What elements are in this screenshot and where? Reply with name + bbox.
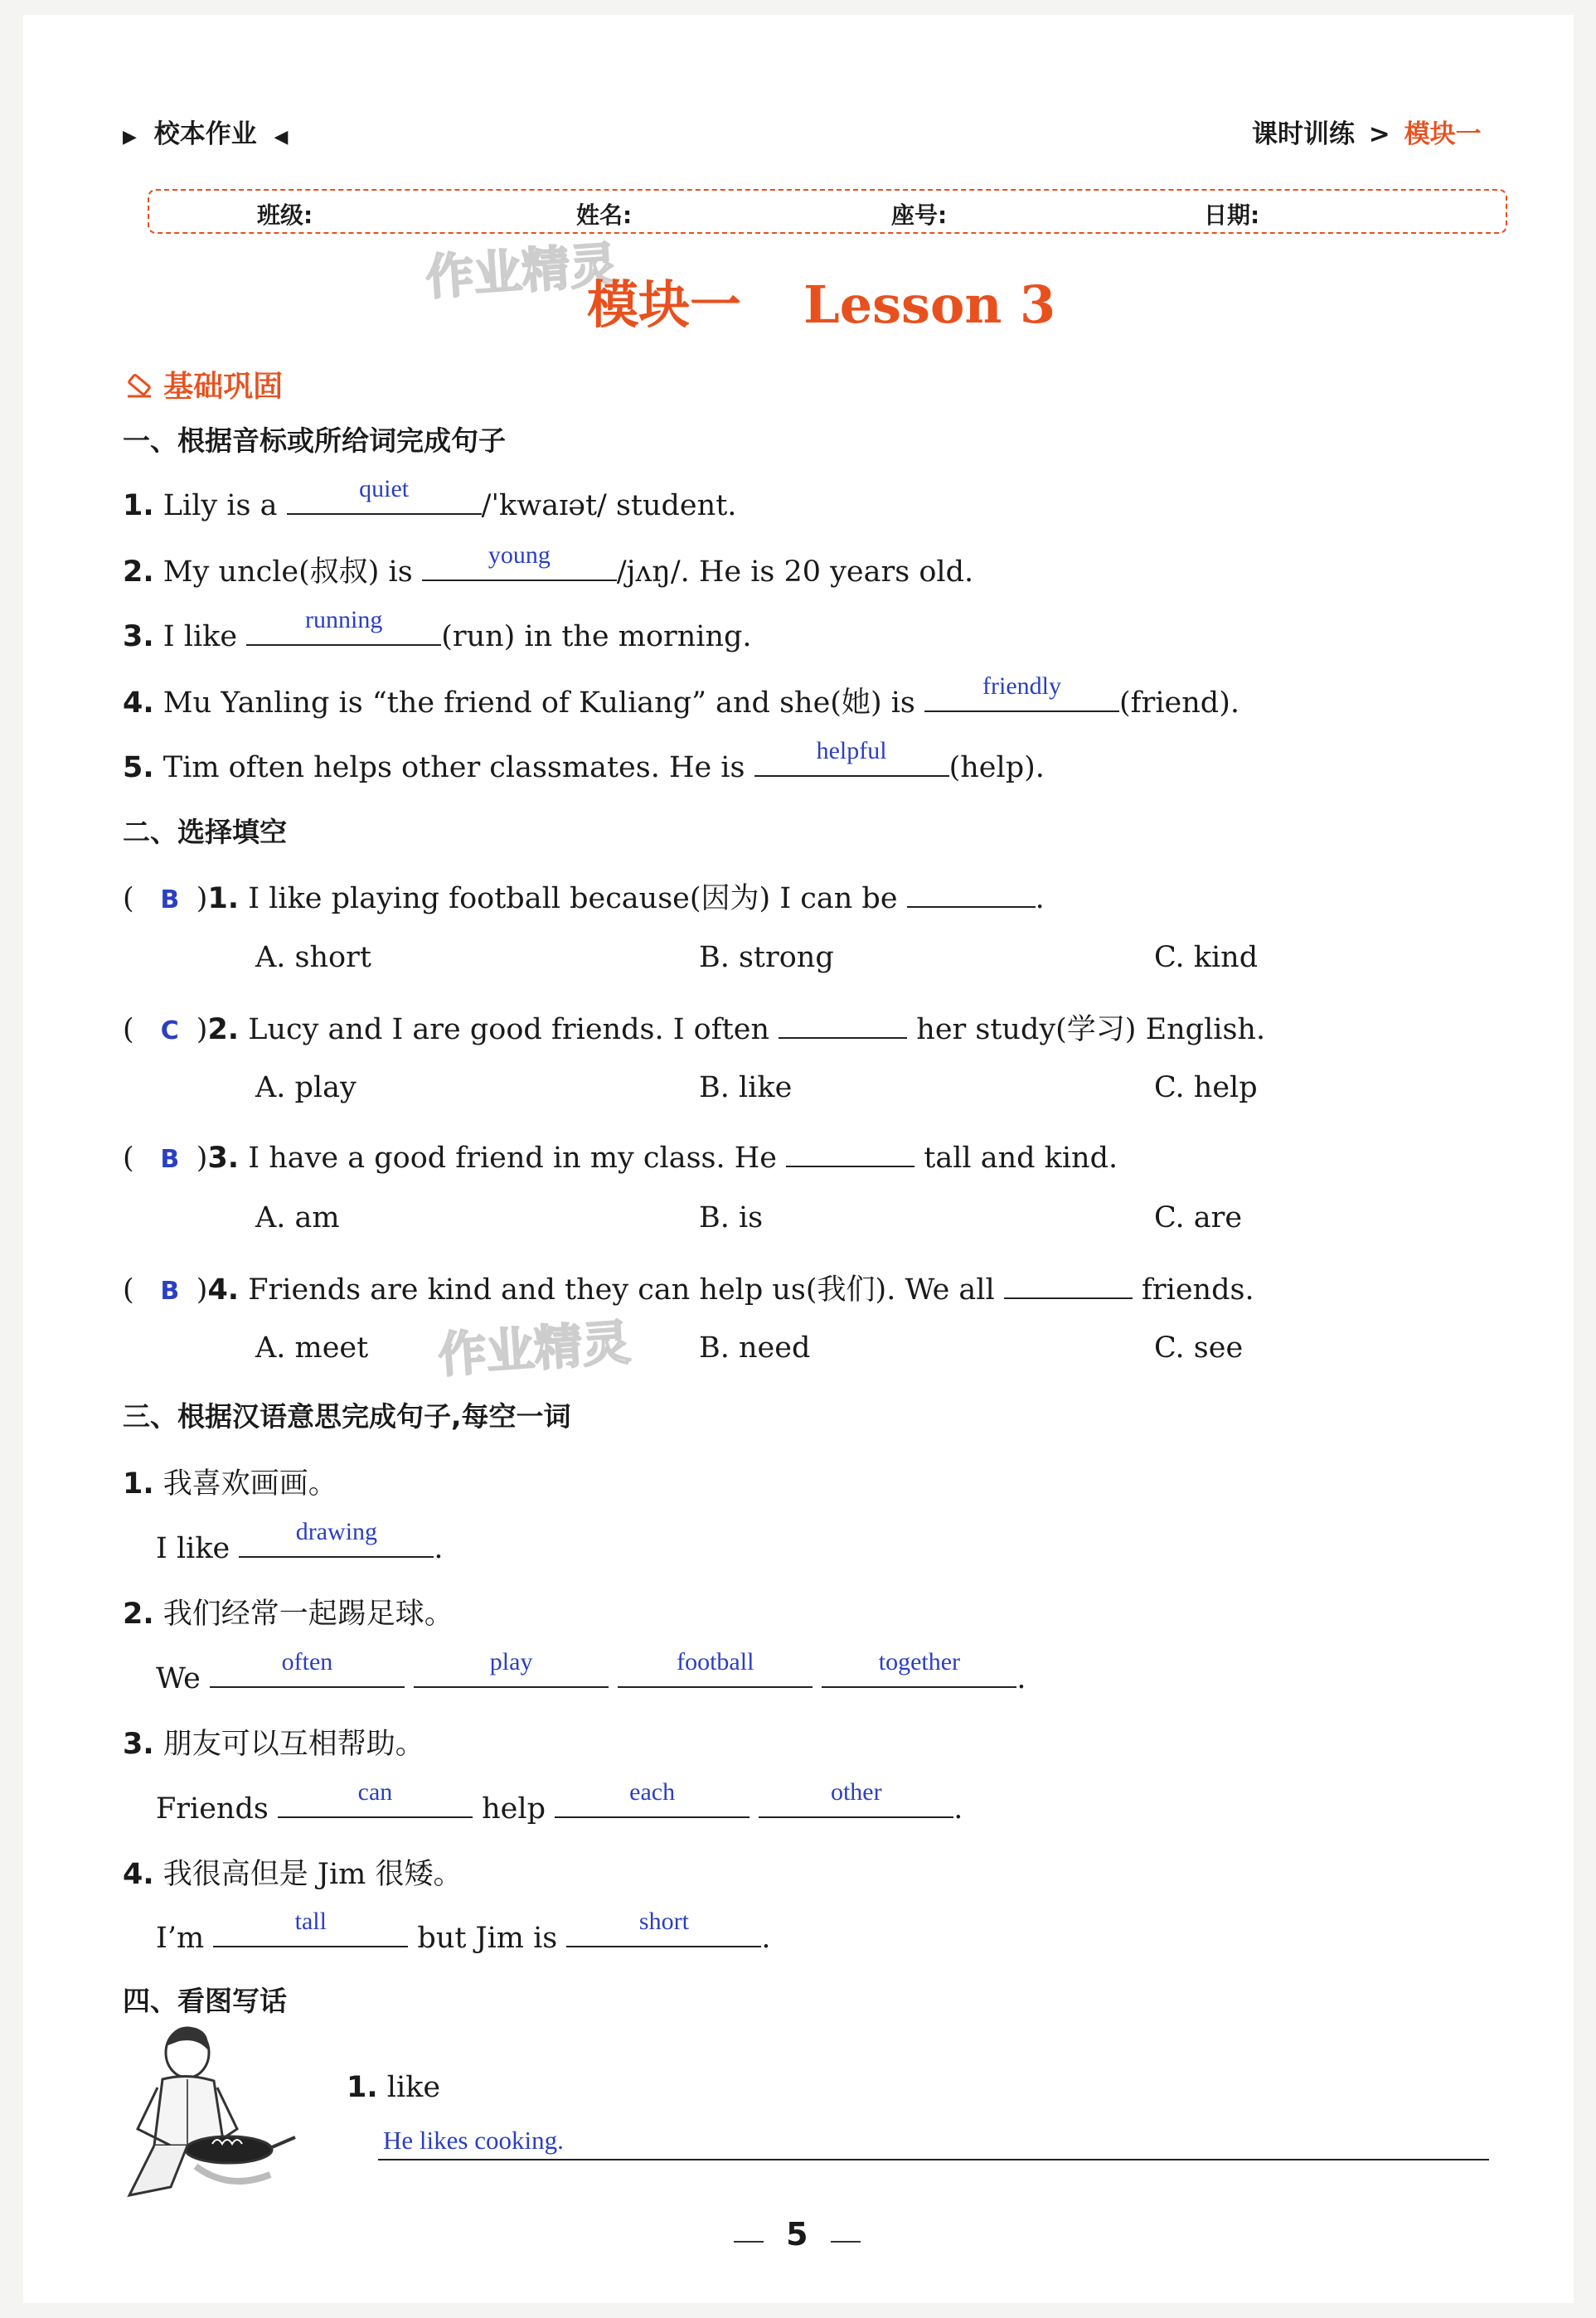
- question-text: I like playing football because(因为) I can be: [248, 882, 898, 915]
- answer-text: He likes cooking.: [383, 2126, 564, 2155]
- question-text: .: [1035, 882, 1045, 915]
- answer-blank[interactable]: [566, 1908, 761, 1947]
- question-text: Lily is a: [163, 489, 278, 522]
- basics-heading: [124, 363, 283, 405]
- s2-question-2: [123, 1006, 1265, 1048]
- answer-blank[interactable]: [822, 1648, 1016, 1688]
- question-text: (friend).: [1119, 686, 1239, 720]
- answer-text: helpful: [816, 737, 887, 764]
- answer-blank[interactable]: [907, 876, 1036, 908]
- paren-close: ): [196, 1013, 208, 1046]
- choice-answer[interactable]: B: [160, 885, 180, 914]
- page-footer: [734, 2216, 861, 2253]
- sentence-end: .: [434, 1532, 444, 1565]
- answer-text: other: [830, 1778, 882, 1806]
- answer-text: football: [677, 1648, 754, 1675]
- s4-answer-line[interactable]: [378, 2121, 1489, 2160]
- sentence-end: .: [953, 1792, 963, 1826]
- class-label: 班级:: [257, 201, 313, 229]
- s3-question-1-prompt: [123, 1461, 337, 1502]
- answer-blank[interactable]: [210, 1648, 405, 1688]
- worksheet-page: [23, 15, 1574, 2303]
- s1-question-1: [123, 475, 737, 522]
- question-number: 2.: [123, 1598, 154, 1631]
- s3-question-2-prompt: [123, 1591, 454, 1632]
- s3-question-3-prompt: [123, 1721, 424, 1763]
- answer-text: can: [357, 1778, 393, 1806]
- question-number: 3.: [207, 1142, 240, 1175]
- header-arrow: >: [1368, 119, 1390, 149]
- answer-blank[interactable]: [246, 606, 441, 646]
- prompt-word: like: [386, 2071, 441, 2104]
- left-triangle-icon: ◀: [274, 127, 289, 148]
- header-right: [1252, 113, 1482, 150]
- question-number: 4.: [207, 1273, 240, 1307]
- s3-question-1-answer: [156, 1518, 444, 1565]
- answer-text: young: [488, 541, 551, 569]
- answer-blank[interactable]: [1004, 1268, 1133, 1299]
- option-a[interactable]: A. am: [255, 1201, 340, 1234]
- header-left: [123, 113, 288, 150]
- question-number: 1.: [207, 882, 240, 915]
- answer-blank[interactable]: [239, 1518, 434, 1558]
- answer-blank[interactable]: [278, 1778, 473, 1818]
- paren-close: ): [196, 882, 208, 915]
- s1-question-5: [123, 737, 1045, 784]
- chinese-prompt: 我很高但是 Jim 很矮。: [163, 1858, 463, 1891]
- header-right-label: 课时训练: [1252, 119, 1355, 149]
- answer-blank[interactable]: [754, 737, 949, 777]
- boy-cooking-illustration: [121, 2021, 312, 2212]
- question-text: tall and kind.: [924, 1142, 1118, 1175]
- footer-dash: [831, 2241, 861, 2243]
- option-b[interactable]: B. need: [699, 1331, 811, 1365]
- s2-question-3: [123, 1136, 1118, 1175]
- s1-question-2: [123, 541, 974, 590]
- title-lesson: Lesson 3: [803, 274, 1056, 335]
- s1-question-4: [123, 672, 1239, 721]
- s1-question-3: [123, 606, 752, 653]
- answer-text: friendly: [982, 672, 1061, 700]
- sentence-end: .: [761, 1922, 771, 1955]
- choice-answer[interactable]: B: [160, 1145, 180, 1174]
- question-number: 3.: [123, 1728, 154, 1761]
- header-module: 模块一: [1404, 119, 1482, 149]
- answer-blank[interactable]: [555, 1778, 749, 1818]
- option-a[interactable]: A. meet: [255, 1331, 369, 1365]
- pencil-icon: [124, 370, 154, 400]
- s3-question-4-answer: [156, 1908, 771, 1955]
- s3-question-3-answer: [156, 1778, 963, 1826]
- watermark: 作业精灵: [424, 235, 620, 306]
- answer-text: quiet: [359, 475, 410, 502]
- section3-title: 三、根据汉语意思完成句子,每空一词: [123, 1400, 571, 1433]
- answer-blank[interactable]: [779, 1007, 907, 1039]
- question-text: (help).: [948, 751, 1045, 784]
- question-text: Friends are kind and they can help us(我们). We all: [248, 1273, 995, 1307]
- paren-open: (: [123, 1273, 134, 1307]
- sentence-text: We: [156, 1662, 201, 1695]
- sentence-text: help: [482, 1792, 546, 1826]
- answer-text: together: [878, 1648, 961, 1675]
- question-text: Tim often helps other classmates. He is: [163, 751, 745, 784]
- option-c[interactable]: C. see: [1154, 1331, 1244, 1365]
- answer-blank[interactable]: [414, 1648, 609, 1688]
- seat-label: 座号:: [891, 201, 948, 229]
- question-text: friends.: [1141, 1273, 1254, 1307]
- question-text: I have a good friend in my class. He: [248, 1142, 777, 1175]
- option-c[interactable]: C. kind: [1154, 941, 1259, 974]
- paren-close: ): [196, 1273, 208, 1307]
- s4-question-1: [347, 2071, 440, 2104]
- question-text: her study(学习) English.: [916, 1013, 1266, 1046]
- s2-question-4: [123, 1267, 1254, 1308]
- basics-title: 基础巩固: [163, 370, 284, 404]
- question-text: My uncle(叔叔) is: [163, 555, 413, 589]
- question-number: 1.: [123, 1467, 154, 1501]
- question-text: Mu Yanling is “the friend of Kuliang” and she(她) is: [163, 686, 915, 720]
- answer-blank[interactable]: [287, 475, 482, 515]
- option-a[interactable]: A. play: [255, 1071, 357, 1104]
- section2-title: 二、选择填空: [123, 816, 287, 848]
- title-module: 模块一: [587, 274, 742, 335]
- question-number: 1.: [347, 2071, 378, 2104]
- question-number: 3.: [123, 620, 154, 653]
- answer-text: running: [305, 606, 383, 633]
- answer-text: each: [629, 1778, 676, 1806]
- s3-question-4-prompt: [123, 1851, 462, 1893]
- chinese-prompt: 朋友可以互相帮助。: [163, 1728, 424, 1761]
- answer-blank[interactable]: [618, 1648, 813, 1688]
- sentence-text: I’m: [156, 1922, 205, 1955]
- option-c[interactable]: C. are: [1154, 1201, 1243, 1234]
- sentence-text: Friends: [156, 1792, 269, 1826]
- paren-open: (: [123, 1013, 134, 1046]
- question-number: 2.: [123, 555, 154, 589]
- question-number: 5.: [123, 751, 154, 784]
- choice-answer[interactable]: C: [160, 1016, 179, 1045]
- footer-dash: [734, 2241, 764, 2243]
- question-text: /ˈkwaɪət/ student.: [481, 489, 737, 522]
- paren-close: ): [196, 1142, 208, 1175]
- answer-text: drawing: [295, 1518, 378, 1545]
- question-text: Lucy and I are good friends. I often: [248, 1013, 769, 1046]
- question-number: 1.: [123, 489, 154, 522]
- student-info-box: [148, 189, 1507, 234]
- right-triangle-icon: ▶: [123, 127, 137, 148]
- page-number: 5: [786, 2216, 808, 2253]
- name-label: 姓名:: [576, 201, 633, 229]
- option-b[interactable]: B. like: [699, 1071, 793, 1104]
- answer-text: tall: [294, 1908, 327, 1935]
- answer-text: often: [281, 1648, 333, 1675]
- chinese-prompt: 我喜欢画画。: [163, 1467, 337, 1501]
- date-label: 日期:: [1204, 201, 1260, 229]
- choice-answer[interactable]: B: [160, 1277, 180, 1306]
- question-text: /jʌŋ/. He is 20 years old.: [616, 555, 974, 589]
- question-text: I like: [163, 620, 238, 653]
- paren-open: (: [123, 882, 134, 915]
- section4-title: 四、看图写话: [123, 1985, 287, 2017]
- chinese-prompt: 我们经常一起踢足球。: [163, 1598, 454, 1631]
- sentence-end: .: [1016, 1662, 1026, 1695]
- header-left-label: 校本作业: [153, 119, 257, 149]
- question-number: 4.: [123, 686, 154, 720]
- s2-question-1: [123, 875, 1045, 917]
- answer-blank[interactable]: [422, 541, 617, 581]
- option-c[interactable]: C. help: [1154, 1071, 1258, 1104]
- answer-text: short: [638, 1908, 689, 1935]
- option-b[interactable]: B. strong: [699, 941, 834, 974]
- sentence-text: I like: [156, 1532, 230, 1565]
- page-title: [587, 264, 1055, 337]
- s3-question-2-answer: [156, 1648, 1026, 1695]
- section1-title: 一、根据音标或所给词完成句子: [123, 424, 506, 457]
- question-text: (run) in the morning.: [441, 620, 752, 653]
- question-number: 4.: [123, 1858, 154, 1891]
- answer-blank[interactable]: [786, 1136, 914, 1167]
- watermark: 作业精灵: [436, 1313, 633, 1384]
- option-b[interactable]: B. is: [699, 1201, 764, 1234]
- sentence-text: but Jim is: [417, 1922, 558, 1955]
- answer-blank[interactable]: [924, 672, 1119, 712]
- option-a[interactable]: A. short: [255, 941, 371, 974]
- paren-open: (: [123, 1142, 134, 1175]
- answer-blank[interactable]: [213, 1908, 408, 1947]
- answer-text: play: [489, 1648, 533, 1675]
- question-number: 2.: [207, 1013, 240, 1046]
- answer-blank[interactable]: [759, 1778, 953, 1818]
